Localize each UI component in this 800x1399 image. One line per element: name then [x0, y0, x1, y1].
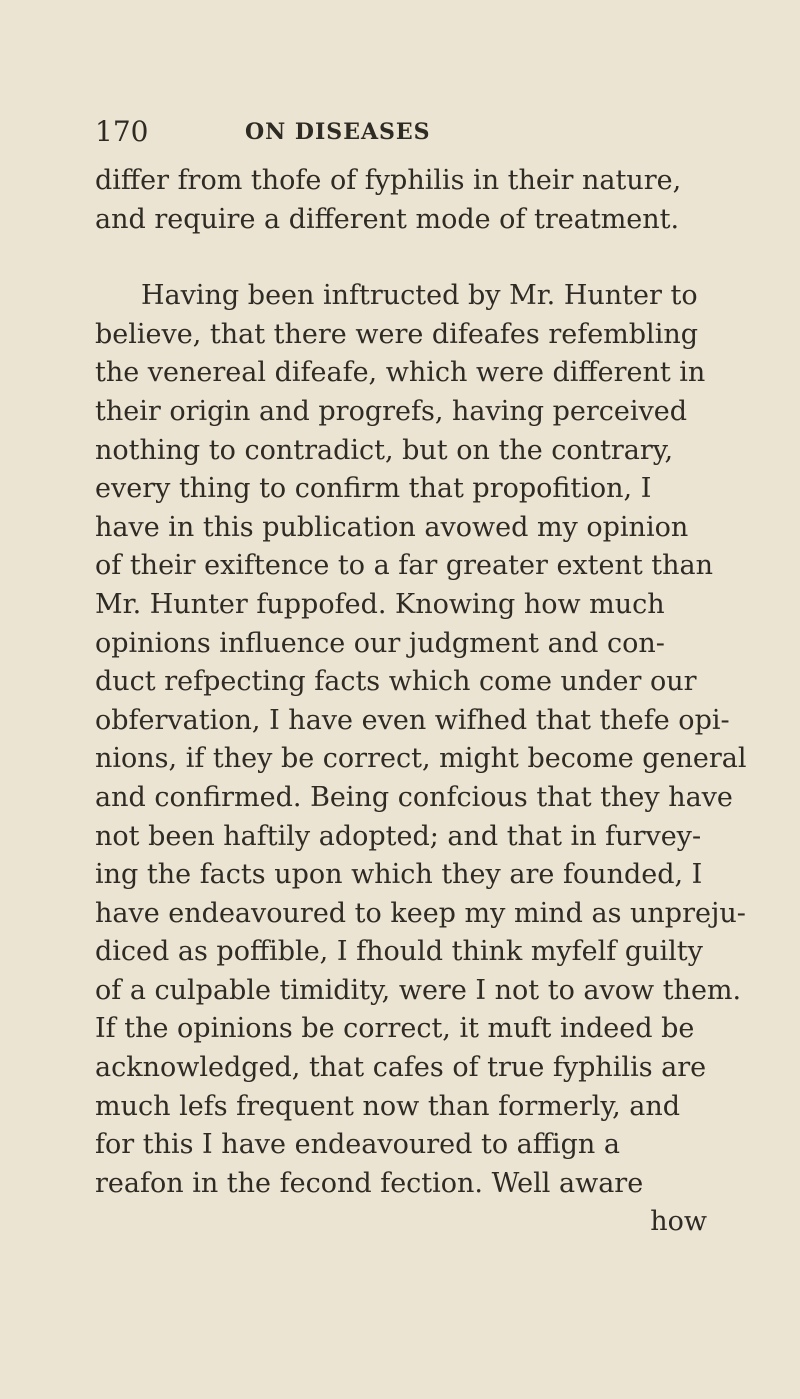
- text-line: and require a different mode of treatment.: [95, 203, 680, 235]
- text-line: believe, that there were difeafes refembling: [95, 318, 699, 350]
- text-line: of their exiftence to a far greater extent than: [95, 550, 714, 582]
- text-line: and confirmed. Being confcious that they have: [95, 781, 733, 813]
- paragraph-gap: [95, 239, 715, 277]
- text-line: not been haftily adopted; and that in furvey-: [95, 820, 702, 852]
- text-line: nothing to contradict, but on the contrary,: [95, 434, 674, 466]
- text-line: reafon in the fecond fection. Well aware: [95, 1167, 644, 1199]
- text-line: acknowledged, that cafes of true fyphilis are: [95, 1052, 707, 1084]
- text-line: for this I have endeavoured to affign a: [95, 1129, 620, 1161]
- running-head: ON DISEASES: [245, 119, 431, 145]
- text-line: much lefs frequent now than formerly, and: [95, 1090, 681, 1122]
- catchword: how: [650, 1206, 707, 1238]
- text-line: have in this publication avowed my opinion: [95, 511, 689, 543]
- text-line: Having been inftructed by Mr. Hunter to: [141, 280, 698, 312]
- text-line: diced as poffible, I fhould think myfelf guilty: [95, 936, 703, 968]
- text-line: If the opinions be correct, it muft indeed be: [95, 1013, 695, 1045]
- text-line: ing the facts upon which they are founded, I: [95, 859, 703, 891]
- body-text: [95, 162, 747, 1242]
- text-line: have endeavoured to keep my mind as unpreju-: [95, 897, 746, 929]
- text-line: nions, if they be correct, might become general: [95, 743, 747, 775]
- text-line: of a culpable timidity, were I not to avow them.: [95, 974, 742, 1006]
- text-line: the venereal difeafe, which were different in: [95, 357, 706, 389]
- text-line: every thing to confirm that propofition, I: [95, 473, 652, 505]
- text-line: Mr. Hunter fuppofed. Knowing how much: [95, 588, 665, 620]
- page-number: 170: [95, 115, 149, 148]
- text-line: their origin and progrefs, having perceived: [95, 395, 688, 427]
- text-line: duct refpecting facts which come under our: [95, 666, 697, 698]
- page-header: [95, 115, 715, 155]
- text-line: opinions influence our judgment and con-: [95, 627, 665, 659]
- text-line: obfervation, I have even wifhed that thefe opi-: [95, 704, 730, 736]
- text-line: differ from thofe of fyphilis in their nature,: [95, 165, 682, 196]
